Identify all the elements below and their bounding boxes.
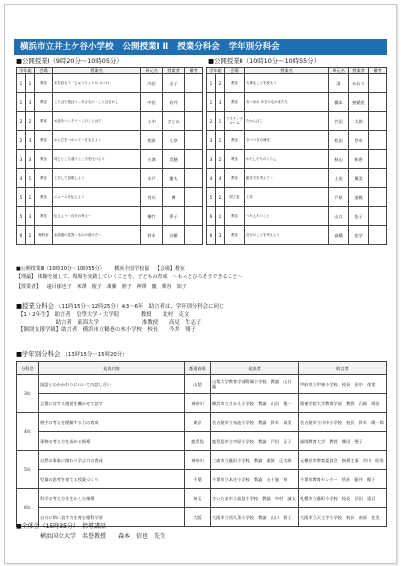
- teacher-surname-cell: 橋本: [329, 93, 349, 112]
- col-content: 発表内容: [39, 362, 185, 375]
- kokai3-teachers: 遠目郁也子 米澤 俊子 斎藤 朋子 神澤 慶 栗谷 知子: [46, 284, 187, 290]
- grade-cell: 1: [207, 93, 216, 112]
- content-cell: 相手の考えを理解する力の育成: [39, 413, 185, 432]
- presenter-cell: 名古屋市立布池小学校 教諭 鈴木 真美: [211, 413, 299, 432]
- grade-cell: 5: [17, 207, 26, 226]
- lesson-cell: 動き方を考えて～: [245, 169, 329, 188]
- teacher-surname-cell: 中田: [141, 93, 163, 112]
- class-cell: 1: [216, 207, 225, 226]
- teacher-surname-cell: 清: [329, 74, 349, 93]
- lesson-row: [17, 131, 203, 150]
- lesson-cell: わたしたちのくらし: [245, 150, 329, 169]
- room-cell: 教室: [225, 169, 245, 188]
- content-cell: 言葉に対する感覚を働かせて話す: [39, 394, 185, 413]
- lesson-row: [207, 207, 387, 226]
- col-teacher: 授業者: [163, 68, 185, 74]
- grade-cell: 2: [207, 112, 216, 131]
- lesson-row: [17, 207, 203, 226]
- lesson-row: [207, 74, 387, 93]
- class-cell: 2: [216, 74, 225, 93]
- lesson-cell: 同じところ違うところを比べよう: [53, 150, 141, 169]
- teacher-surname-cell: 相原: [141, 131, 163, 150]
- content-cell: 国語とのかかわりについての話し合い: [39, 375, 185, 394]
- lesson-row: [207, 150, 387, 169]
- teacher-surname-cell: 髙橋: [329, 226, 349, 245]
- pref-cell: 山梨: [185, 375, 211, 394]
- lesson-row: [207, 169, 387, 188]
- presenter-cell: 大阪市立西九条小学校 教諭 山口 智子: [211, 508, 299, 527]
- title-banner: [14, 39, 387, 55]
- class-cell: 2: [26, 112, 35, 131]
- note-cell: [185, 93, 203, 112]
- class-cell: 2: [216, 188, 225, 207]
- lesson-cell: お話をつくろう～このことばで: [53, 112, 141, 131]
- lesson-row: [207, 112, 387, 131]
- col-note: 備考: [369, 68, 387, 74]
- gakunen-heading: [16, 350, 128, 359]
- grade-cell: 4年: [17, 413, 39, 451]
- class-cell: 3: [26, 131, 35, 150]
- grade-cell: 6: [207, 207, 216, 226]
- zentai-speaker: 横浜国立大学 名誉教授 森本 信也 先生: [40, 533, 167, 540]
- class-cell: 3: [26, 150, 35, 169]
- lesson-row: [17, 112, 203, 131]
- kokai3-subject: 横浜全国学校協: [114, 266, 150, 272]
- bunkakai-time: （11時15分～12時25分）※3～6年 助言者は、学年別分科会に同じ: [56, 304, 225, 310]
- room-cell: 教室: [35, 131, 53, 150]
- col-pref: 都道府県: [185, 362, 211, 375]
- bunkakai-heading: [16, 302, 224, 311]
- room-cell: 教室: [35, 150, 53, 169]
- teacher-given-cell: さとみ: [163, 112, 185, 131]
- lesson-row: [207, 226, 387, 245]
- class-cell: 4: [216, 169, 225, 188]
- room-cell: 教室: [225, 207, 245, 226]
- grade-row: [17, 489, 387, 508]
- note-cell: [185, 131, 203, 150]
- room-cell: 理科室: [35, 226, 53, 245]
- class-cell: 1: [26, 74, 35, 93]
- lesson-row: [207, 131, 387, 150]
- pref-cell: 鹿児島: [185, 432, 211, 451]
- teacher-given-cell: 薫美: [349, 169, 369, 188]
- lesson-cell: 本を読もう「じゅうりょうの みつけ」: [53, 74, 141, 93]
- col-grade: 学年組: [17, 68, 35, 74]
- kokai3-title: 【理論】: [16, 274, 37, 280]
- teacher-surname-cell: 土田: [329, 169, 349, 188]
- teacher-given-cell: 慶太: [163, 169, 185, 188]
- teacher-given-cell: 佳学: [349, 226, 369, 245]
- grade-row: [17, 394, 387, 413]
- kokai3-desc: 体験を通して、現場を実践していくことを、子どもの育成 ～もっとひろそうできること～: [37, 274, 243, 280]
- note-cell: [369, 74, 387, 93]
- pref-cell: 千葉: [185, 470, 211, 489]
- class-cell: 2: [26, 226, 35, 245]
- teacher-given-cell: 綾稲里: [349, 93, 369, 112]
- presenter-cell: 横浜市立さかえ小学校 教諭 山田 俊一: [211, 394, 299, 413]
- col-room: 会場: [35, 68, 53, 74]
- grade-row: [17, 451, 387, 470]
- class-cell: 3: [216, 226, 225, 245]
- presenter-cell: 三浦市立藤沢小学校 教諭 栗賀 正太郎: [211, 451, 299, 470]
- teacher-given-cell: 岩井: [163, 93, 185, 112]
- lesson-row: [207, 188, 387, 207]
- grade-cell: 5: [17, 188, 26, 207]
- lesson-cell: あつまれ あきのなかまたち: [245, 93, 329, 112]
- lesson-cell: ニュースを伝えよう: [53, 188, 141, 207]
- note-cell: [185, 226, 203, 245]
- teacher-given-cell: 夢子: [163, 207, 185, 226]
- lesson-row: [17, 226, 203, 245]
- bunkakai-title: ■授業分科会: [16, 302, 54, 310]
- class-cell: 3: [26, 93, 35, 112]
- school-name: 横浜市立井土ケ谷小学校: [20, 42, 114, 52]
- note-cell: [185, 188, 203, 207]
- room-cell: 教室: [225, 74, 245, 93]
- lesson-cell: 水溶液の性質～ものの溶け方～: [53, 226, 141, 245]
- grade-cell: 2: [17, 131, 26, 150]
- teacher-given-cell: 世卓: [349, 131, 369, 150]
- pref-cell: 東京: [185, 413, 211, 432]
- grade-cell: 2: [17, 112, 26, 131]
- grade-cell: 3年: [17, 375, 39, 413]
- col-lesson: 授業名: [245, 68, 329, 74]
- lesson-cell: 伝えよう～自分の考え～: [53, 207, 141, 226]
- advisor-cell: 甲府市立甲東小学校 校長 田中 茂実: [299, 375, 387, 394]
- lesson-cell: 大事なことを読もう: [245, 74, 329, 93]
- gakunen-header-row: [17, 362, 387, 375]
- grade-cell: 6年: [17, 489, 39, 527]
- content-cell: 自分に問い直す力を育む理科学習: [39, 508, 185, 527]
- zentai-heading: ■全体会（15時35分） 指導講話: [16, 523, 106, 530]
- class-cell: 1: [26, 188, 35, 207]
- col-unit: 単元名: [141, 68, 163, 74]
- teacher-surname-cell: 山口: [329, 207, 349, 226]
- col-grade: 学年組: [207, 68, 225, 74]
- advisor-cell: 元横浜市教育委員会 指導主事 市川 昭男: [299, 451, 387, 470]
- advisor-cell: 関東学院大学教育学部 教授 石崎 周治: [299, 394, 387, 413]
- note-cell: [369, 112, 387, 131]
- note-cell: [369, 188, 387, 207]
- lesson-cell: 自分のことを考えよう: [245, 226, 329, 245]
- lesson-row: [17, 150, 203, 169]
- room-cell: 教室: [225, 93, 245, 112]
- note-cell: [185, 150, 203, 169]
- gakunen-title: ■学年別分科会: [16, 350, 61, 358]
- col-room: 会場: [225, 68, 245, 74]
- teacher-given-cell: かおり: [349, 74, 369, 93]
- note-cell: [185, 207, 203, 226]
- grade-cell: 1: [17, 74, 26, 93]
- presenter-cell: 鹿児島市立中原小学校 教諭 戸田 正子: [211, 432, 299, 451]
- room-cell: 教室: [225, 226, 245, 245]
- grade-cell: 6: [17, 226, 26, 245]
- teacher-given-cell: 大助: [349, 112, 369, 131]
- note-cell: [369, 150, 387, 169]
- lesson-row: [17, 93, 203, 112]
- class-cell: 1: [26, 169, 35, 188]
- teacher-given-cell: 和香: [349, 150, 369, 169]
- class-cell: 1: [216, 131, 225, 150]
- presenter-cell: さいたま市立高島小学校 教諭 中村 誠太: [211, 489, 299, 508]
- grade-cell: 3: [207, 131, 216, 150]
- col-advisor: 助言者: [299, 362, 387, 375]
- lesson-cell: 工作: [245, 188, 329, 207]
- teacher-surname-cell: 竹田: [329, 112, 349, 131]
- note-cell: [185, 112, 203, 131]
- room-cell: 教室: [225, 131, 245, 150]
- room-cell: 教室: [35, 74, 53, 93]
- banner-section-1: 公開授業Ⅰ Ⅱ: [122, 42, 169, 52]
- lesson-cell: 工夫して説明しよう: [53, 169, 141, 188]
- col-note: 備考: [185, 68, 203, 74]
- bunkakai-roster: [18, 312, 201, 335]
- lesson-row: [17, 74, 203, 93]
- room-cell: 教室: [35, 93, 53, 112]
- roster-line-1: 【1・2年生】 助言者 皇學大学・大学院 教授 北村 克文: [18, 312, 190, 318]
- grade-cell: 5: [207, 188, 216, 207]
- teacher-surname-cell: 松田: [329, 131, 349, 150]
- col-lesson: 授業名: [53, 68, 141, 74]
- room-cell: 教室: [35, 207, 53, 226]
- grade-cell: 4: [207, 169, 216, 188]
- lesson-cell: からだをつかって～きもちよく: [53, 131, 141, 150]
- kokai3-line1: [16, 266, 185, 273]
- teacher-given-cell: 博: [163, 188, 185, 207]
- class-cell: 3: [26, 207, 35, 226]
- room-cell: 図工室: [225, 188, 245, 207]
- grade-cell: 1: [207, 74, 216, 93]
- lesson-row: [207, 93, 387, 112]
- class-cell: 2: [216, 150, 225, 169]
- col-unit: 単元名: [329, 68, 349, 74]
- banner-section-3: 学年別分科会: [228, 42, 280, 52]
- presenter-cell: 千葉市立本庄小学校 教諭 五十嵐 草: [211, 470, 299, 489]
- lesson-cell: きつつきの商売: [245, 131, 329, 150]
- grade-cell: 3: [17, 150, 26, 169]
- pref-cell: 大阪: [185, 508, 211, 527]
- note-cell: [369, 93, 387, 112]
- content-cell: 自然の事象に関わり学ぶ力の育成: [39, 451, 185, 470]
- class-cell: 1: [216, 112, 225, 131]
- grade-row: [17, 470, 387, 489]
- lesson-row: [17, 188, 203, 207]
- col-group: 分科会: [17, 362, 39, 375]
- teacher-surname-cell: 横竹: [141, 207, 163, 226]
- pref-cell: 神奈川: [185, 394, 211, 413]
- advisor-cell: 名古屋市立川中小学校 校長 鈴木 陽一郎: [299, 413, 387, 432]
- advisor-cell: 千葉市教育センター 所長 藤井 陽子: [299, 470, 387, 489]
- teacher-surname-cell: 木戸: [141, 169, 163, 188]
- lesson-cell: たからばこ: [245, 112, 329, 131]
- kokai3-teachers-label: 【授業者】: [16, 284, 42, 290]
- kokai1-heading: ■公開授業Ⅰ（9時20分～10時05分）: [16, 57, 123, 65]
- grade-row: [17, 413, 387, 432]
- grade-cell: 5年: [17, 451, 39, 489]
- kokai3-heading: ■公開授業Ⅲ（10時10分～10時55分）: [16, 266, 105, 272]
- teacher-given-cell: 七奈: [163, 131, 185, 150]
- note-cell: [369, 169, 387, 188]
- note-cell: [185, 169, 203, 188]
- teacher-surname-cell: 小澤: [141, 150, 163, 169]
- teacher-surname-cell: 戸原: [329, 188, 349, 207]
- kokai2-table: [206, 67, 387, 245]
- teacher-given-cell: 圭子: [163, 74, 185, 93]
- lesson-row: [17, 169, 203, 188]
- room-cell: 教室: [35, 169, 53, 188]
- lesson-cell: つたえたいこと: [245, 207, 329, 226]
- teacher-given-cell: 佳子: [349, 207, 369, 226]
- gakunen-time: （13時15分～15時20分）: [62, 352, 128, 358]
- gakunen-table: [16, 361, 387, 527]
- presenter-cell: 山梨大学教育学部附属小学校 教諭 山口 聡: [211, 375, 299, 394]
- pref-cell: 神奈川: [185, 451, 211, 470]
- teacher-surname-cell: 小中: [141, 112, 163, 131]
- content-cell: 児童の思考を育てる授業づくり: [39, 470, 185, 489]
- content-cell: 科学の考え方を生かした指導: [39, 489, 185, 508]
- pref-cell: 埼玉: [185, 489, 211, 508]
- grade-cell: 4: [17, 169, 26, 188]
- room-cell: 教室: [35, 112, 53, 131]
- teacher-surname-cell: 内田: [141, 74, 163, 93]
- grade-cell: 1: [17, 93, 26, 112]
- kokai2-heading: ■公開授業Ⅱ（10時10分～10時55分）: [208, 57, 321, 65]
- advisor-cell: 福岡教育大学 教授 柳田 聖子: [299, 432, 387, 451]
- teacher-surname-cell: 舟川: [141, 188, 163, 207]
- room-cell: 教室: [225, 150, 245, 169]
- teacher-given-cell: 遥桃: [349, 188, 369, 207]
- kokai1-table: [16, 67, 203, 245]
- kokai3-line3: [16, 284, 187, 291]
- note-cell: [369, 207, 387, 226]
- lesson-cell: ことばで遊ぼう…あるもの・ことばさがし: [53, 93, 141, 112]
- grade-row: [17, 432, 387, 451]
- grade-row: [17, 375, 387, 394]
- note-cell: [369, 131, 387, 150]
- kokai3-line2: [16, 274, 243, 281]
- teacher-given-cell: 沙羅: [163, 226, 185, 245]
- teacher-given-cell: 美穂: [163, 150, 185, 169]
- content-cell: 事物の考え方を深める指導: [39, 432, 185, 451]
- room-cell: 教室: [35, 188, 53, 207]
- grade-cell: 6: [207, 226, 216, 245]
- banner-section-2: 授業分科会: [177, 42, 220, 52]
- room-cell: アクティブ ルーム: [225, 112, 245, 131]
- advisor-cell: 札幌市立藤町小学校 校長 沢田 重吾: [299, 489, 387, 508]
- col-presenter: 発表者: [211, 362, 299, 375]
- class-cell: 3: [216, 93, 225, 112]
- teacher-surname-cell: 鈴木: [141, 226, 163, 245]
- col-teacher: 授業者: [349, 68, 369, 74]
- grade-cell: 3: [207, 150, 216, 169]
- roster-line-2: 助言者 東海大学 准教授 高見 生志子: [18, 319, 202, 326]
- advisor-cell: 大阪市立天王寺小学校 校長 南原 住美: [299, 508, 387, 527]
- roster-line-3: 【個別支援学級】助言者 横浜市立鶴巻の木小学校 校長 今井 翔子: [18, 327, 196, 334]
- teacher-surname-cell: 秋山: [329, 150, 349, 169]
- note-cell: [185, 74, 203, 93]
- note-cell: [369, 226, 387, 245]
- kokai3-room: 【会場】教室: [154, 266, 185, 272]
